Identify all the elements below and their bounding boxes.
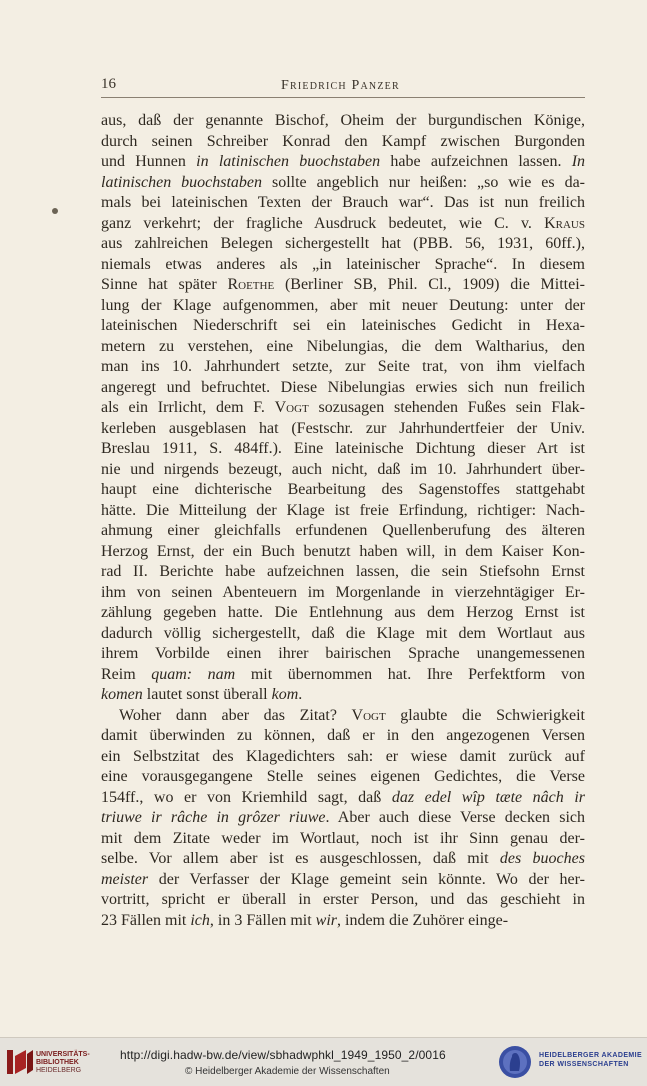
text-line: [101, 542, 585, 563]
running-title: Friedrich Panzer: [281, 78, 400, 93]
margin-dot: [52, 208, 58, 214]
text-run: haupt eine dichterische Bearbeitung des Sagenstoffes stattgehabt: [101, 481, 585, 498]
body-text: [101, 111, 585, 931]
text-run: Roethe: [227, 276, 275, 293]
text-run: habe aufzeichnen lassen.: [380, 153, 572, 170]
text-line: [101, 296, 585, 317]
text-run: des buoches: [499, 850, 585, 867]
text-run: Sinne hat später: [101, 276, 228, 293]
text-run: selbe. Vor allem aber ist es ausgeschlossen, daß mit: [101, 850, 500, 867]
text-run: Vogt: [274, 399, 309, 416]
text-run: mit dem Zitate weder im Wortlaut, noch ist ihr Sinn genau der-: [101, 829, 585, 847]
text-run: und Hunnen: [101, 153, 197, 170]
text-line: [101, 808, 585, 829]
text-run: lautet sonst überall: [142, 686, 272, 703]
text-run: , in 3 Fällen mit: [209, 911, 316, 929]
text-line: [101, 255, 585, 276]
text-run: ahmung einer gleichfalls erfundenen Quellenberufung des älteren: [101, 522, 585, 539]
text-run: ich: [190, 911, 210, 929]
text-run: Woher dann aber das Zitat?: [119, 706, 352, 724]
text-run: dadurch völlig sichergestellt, daß die Klage mit dem Wortlaut aus: [101, 624, 585, 642]
text-run: man ins 10. Jahrhundert setzte, zur Seite trat, von ihm vielfach: [101, 358, 585, 375]
text-run: ein Selbstzitat des Klagedichters sah: er wiese damit zurück auf: [101, 747, 585, 765]
text-line: [101, 911, 585, 932]
page-header: [101, 76, 585, 96]
text-run: meister: [101, 870, 149, 888]
text-line: [101, 234, 585, 255]
text-run: als ein Irrlicht, dem F.: [101, 399, 275, 416]
text-run: niemals etwas anderes als „in lateinischer Sprache“. In diesem: [101, 255, 585, 273]
text-run: Reim: [101, 665, 152, 683]
text-line: [101, 460, 585, 481]
text-run: der Verfasser der Klage gemeint sein könnte. Wo der her-: [148, 870, 585, 888]
text-line: [101, 439, 585, 460]
text-run: durch seinen Schreiber Konrad den Kampf zwischen Burgonden: [101, 132, 585, 150]
text-run: angeregt und befruchtet. Diese Nibelungias erwies sich nun freilich: [101, 378, 585, 396]
university-library-name: UNIVERSITÄTS- BIBLIOTHEK HEIDELBERG: [36, 1051, 90, 1074]
text-line: [101, 890, 585, 911]
text-run: ihm von seinen Abenteuern im Morgenlande in vierzehntägiger Er-: [101, 583, 585, 601]
text-line: [101, 419, 585, 440]
text-run: damit überwinden zu können, daß er in den angezogenen Versen: [101, 727, 585, 744]
text-run: aus zahlreichen Belegen sichergestellt hat (PBB. 56, 1931, 60ff.),: [101, 235, 585, 252]
text-run: hätte. Die Mitteilung der Klage ist freie Erfindung, richtiger: Nach-: [101, 501, 585, 519]
header-rule: [101, 97, 585, 98]
text-line: [101, 111, 585, 132]
text-run: vortritt, spricht er überall in erster Person, und das geschieht in: [101, 891, 585, 908]
text-run: mals bei lateinischen Texten der Brauch war“. Das ist nun freilich: [101, 194, 585, 211]
text-line: [101, 849, 585, 870]
text-run: daz edel wîp tæte nâch ir: [391, 788, 585, 806]
text-run: Vogt: [351, 706, 386, 724]
text-line: [101, 480, 585, 501]
text-run: . Aber auch diese Verse decken sich: [325, 809, 585, 826]
text-line: [101, 337, 585, 358]
viewer-footer: [0, 1037, 647, 1086]
text-line: [101, 275, 585, 296]
text-run: sozusagen stehenden Fußes sein Flak-: [308, 399, 585, 416]
text-line: [101, 870, 585, 891]
text-line: [101, 665, 585, 686]
text-run: latinischen buochstaben: [101, 173, 263, 191]
text-run: lung der Klage aufgenommen, aber mit neuer Deutung: unter der: [101, 296, 585, 314]
text-run: rad II. Berichte habe aufzeichnen lassen, die sein Stiefsohn Ernst: [101, 563, 585, 580]
text-line: [101, 173, 585, 194]
text-run: triuwe ir râche in grôzer riuwe: [101, 809, 326, 826]
text-line: [101, 747, 585, 768]
text-run: sollte angeblich nur heißen: „so wie es da-: [262, 173, 585, 191]
text-line: [101, 378, 585, 399]
text-line: [101, 214, 585, 235]
academy-name: HEIDELBERGER AKADEMIE DER WISSENSCHAFTEN: [539, 1052, 643, 1068]
text-run: kerleben ausgeblasen hat (Festschr. zur Jahrhundertfeier der Univ.: [101, 419, 585, 437]
text-line: [101, 501, 585, 522]
text-run: kom: [271, 686, 299, 703]
text-line: [101, 829, 585, 850]
text-line: [101, 357, 585, 378]
text-run: in latinischen buochstaben: [196, 153, 381, 170]
academy-seal-icon: [497, 1043, 533, 1081]
text-line: [101, 767, 585, 788]
text-run: ganz verkehrt; der fragliche Ausdruck bedeutet, wie C. v.: [101, 214, 545, 232]
text-line: [101, 788, 585, 809]
text-run: 23 Fällen mit: [101, 911, 191, 929]
page-number: 16: [101, 76, 116, 92]
text-run: glaubte die Schwierigkeit: [385, 706, 585, 724]
text-line: [101, 685, 585, 706]
text-line: [101, 562, 585, 583]
text-run: ihrem Vorbilde einen ihrer bairischen Sprache unangemessenen: [101, 645, 585, 662]
text-line: [101, 316, 585, 337]
copyright-notice: © Heidelberger Akademie der Wissenschaften: [185, 1066, 390, 1077]
text-run: aus, daß der genannte Bischof, Oheim der burgundischen Könige,: [101, 112, 585, 129]
text-run: (Berliner SB, Phil. Cl., 1909) die Mittei-: [274, 276, 585, 293]
text-run: 154ff., wo er von Kriemhild sagt, daß: [101, 788, 392, 806]
university-library-logo-icon: [6, 1046, 34, 1076]
text-line: [101, 603, 585, 624]
text-line: [101, 583, 585, 604]
text-run: Breslau 1911, S. 484ff.). Eine lateinische Dichtung dieser Art ist: [101, 440, 585, 457]
text-run: komen: [101, 686, 143, 703]
text-run: zählung gegeben hatte. Die Entlehnung aus dem Herzog Ernst ist: [101, 604, 585, 621]
text-line: [101, 706, 585, 727]
text-run: mit übernommen hat. Ihre Perfektform von: [235, 665, 586, 683]
text-run: In: [571, 153, 586, 170]
text-line: [101, 152, 585, 173]
text-line: [101, 521, 585, 542]
text-run: quam: nam: [151, 665, 236, 683]
document-url-link[interactable]: http://digi.hadw-bw.de/view/sbhadwphkl_1949_1950_2/0016: [120, 1048, 446, 1062]
text-run: Herzog Ernst, der ein Buch benutzt haben will, in dem Kaiser Kon-: [101, 542, 585, 560]
text-run: Kraus: [544, 214, 585, 232]
text-line: [101, 132, 585, 153]
text-run: metern zu verstehen, eine Nibelungias, die dem Waltharius, den: [101, 337, 585, 355]
text-run: nie und nirgends bezeugt, auch nicht, daß im 10. Jahrhundert über-: [101, 460, 585, 478]
text-run: wir: [315, 911, 337, 929]
text-run: eine vorausgegangene Stelle seines eigenen Gedichtes, die Verse: [101, 768, 585, 785]
text-run: lateinischen Niederschrift sei ein lateinisches Gedicht in Hexa-: [101, 317, 585, 334]
text-line: [101, 644, 585, 665]
text-line: [101, 624, 585, 645]
text-line: [101, 193, 585, 214]
text-line: [101, 726, 585, 747]
text-run: .: [298, 686, 303, 703]
text-line: [101, 398, 585, 419]
text-run: , indem die Zuhörer einge-: [337, 911, 509, 929]
